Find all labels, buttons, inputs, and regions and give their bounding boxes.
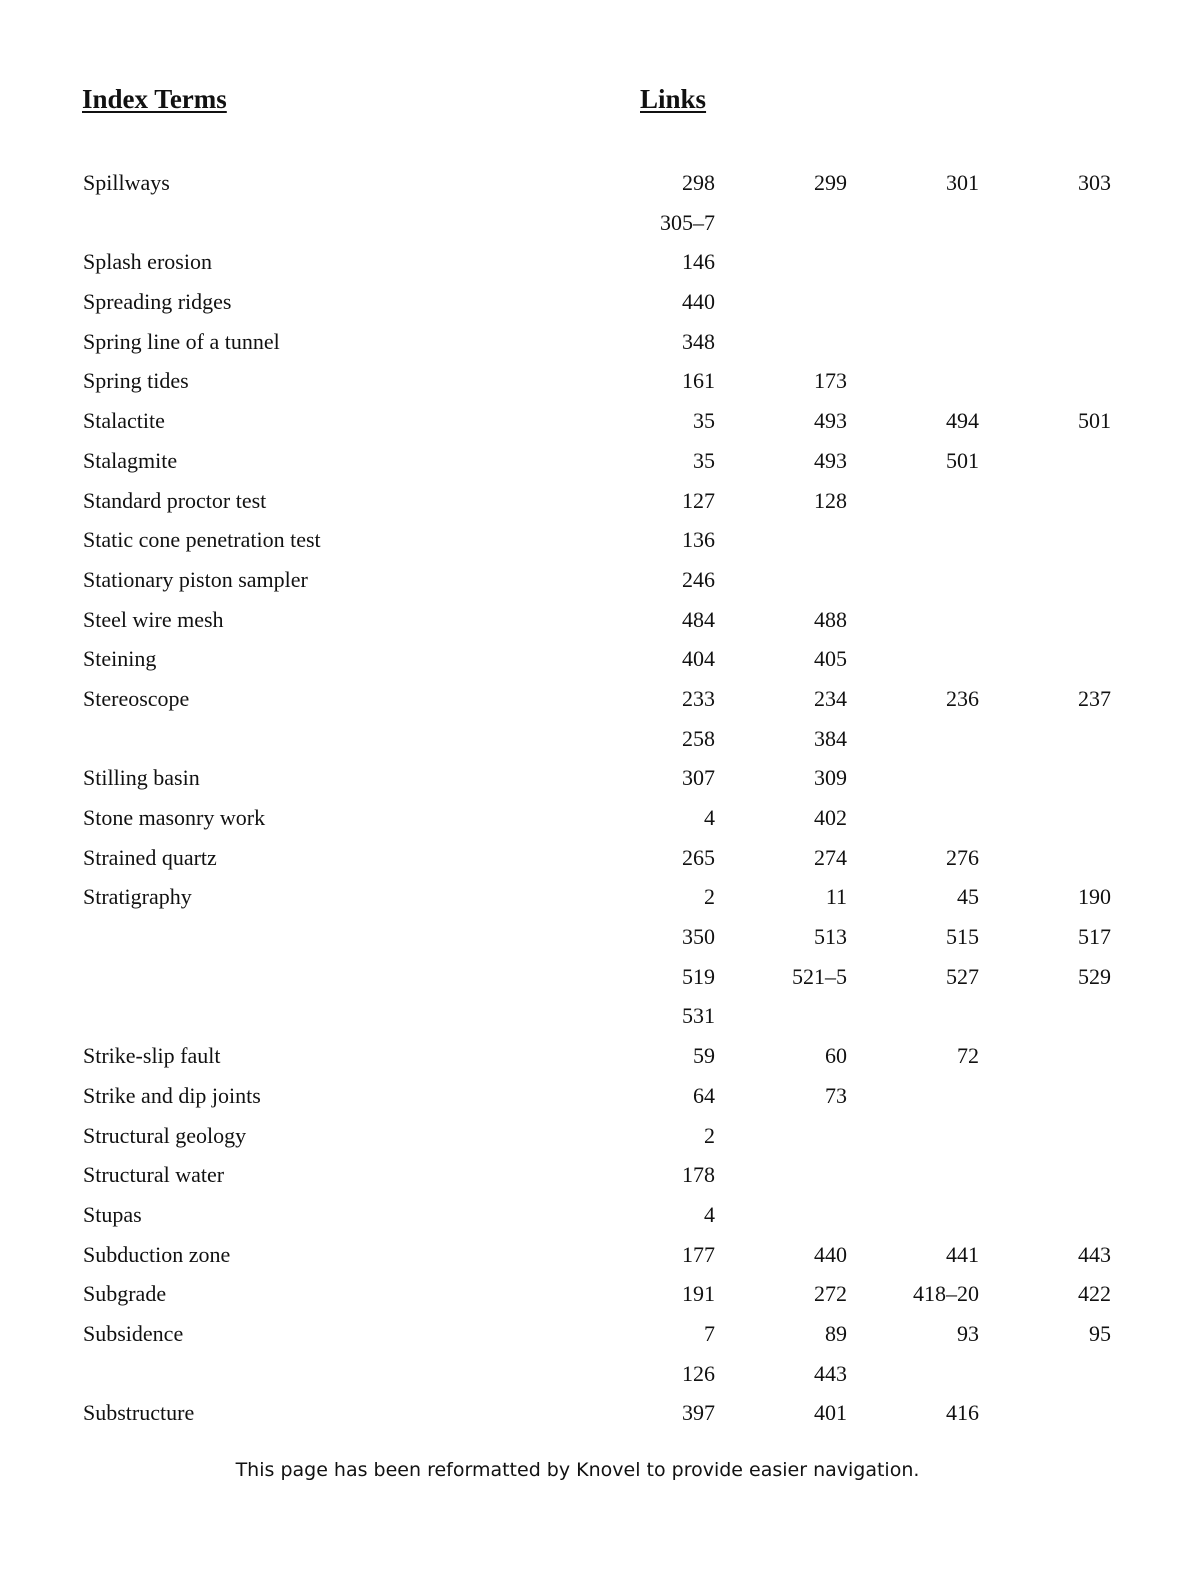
index-header: [0, 84, 1200, 120]
page-link[interactable]: 301: [946, 170, 979, 195]
index-entry-row: [0, 562, 1200, 602]
page-link[interactable]: 513: [814, 924, 847, 950]
page-link[interactable]: 527: [946, 963, 979, 989]
page-link[interactable]: 274: [814, 844, 847, 870]
page-link[interactable]: 501: [1078, 408, 1111, 434]
page-link[interactable]: 4: [704, 1201, 715, 1227]
index-entry-row: [0, 840, 1200, 880]
index-term: Spillways: [83, 170, 170, 195]
page-link[interactable]: 236: [946, 685, 979, 711]
index-term: Steining: [83, 646, 157, 672]
index-entry-row: [0, 998, 1200, 1038]
index-entry-row: [0, 205, 1200, 245]
page-link[interactable]: 519: [682, 963, 715, 989]
page-link[interactable]: 488: [814, 606, 847, 632]
page-link[interactable]: 440: [814, 1241, 847, 1267]
page-link[interactable]: 299: [814, 170, 847, 195]
index-term: Stilling basin: [83, 765, 200, 791]
index-entry-row: [0, 760, 1200, 800]
index-term: Subgrade: [83, 1281, 167, 1307]
index-term: Strike and dip joints: [83, 1082, 261, 1108]
index-entry-row: [0, 1118, 1200, 1158]
index-entry-row: [0, 324, 1200, 364]
page-link[interactable]: 178: [682, 1162, 715, 1188]
page-link[interactable]: 422: [1078, 1281, 1111, 1307]
index-term: Subsidence: [83, 1320, 184, 1346]
index-term: Substructure: [83, 1400, 195, 1426]
index-entry-row: [0, 522, 1200, 562]
index-term: Stalactite: [83, 408, 165, 434]
index-entry-row: [0, 1316, 1200, 1356]
page-link[interactable]: 233: [682, 685, 715, 711]
page-link[interactable]: 348: [682, 328, 715, 354]
page-link[interactable]: 59: [693, 1043, 715, 1069]
page-link[interactable]: 93: [957, 1320, 979, 1346]
page-link[interactable]: 517: [1078, 924, 1111, 950]
page-link[interactable]: 416: [946, 1400, 979, 1426]
page-link[interactable]: 265: [682, 844, 715, 870]
index-entry-row: [0, 244, 1200, 284]
index-entry-row: [0, 641, 1200, 681]
index-term: Spring tides: [83, 368, 189, 394]
index-entry-row: [0, 284, 1200, 324]
page-link[interactable]: 128: [814, 487, 847, 513]
page-link[interactable]: 493: [814, 447, 847, 473]
footer-note: This page has been reformatted by Knovel to provide easier navigation.: [235, 1459, 920, 1481]
page-link[interactable]: 190: [1078, 884, 1111, 910]
page-link[interactable]: 307: [682, 765, 715, 791]
page-link[interactable]: 405: [814, 646, 847, 672]
index-term: Subduction zone: [83, 1241, 231, 1267]
page-link[interactable]: 305–7: [660, 209, 715, 235]
index-entry-row: [0, 721, 1200, 761]
index-term: Stationary piston sampler: [83, 566, 308, 592]
page-link[interactable]: 303: [1078, 170, 1111, 195]
index-entry-row: [0, 1078, 1200, 1118]
page-link[interactable]: 402: [814, 805, 847, 830]
index-entry-row: [0, 1276, 1200, 1316]
page-link[interactable]: 35: [693, 408, 715, 434]
index-term: Spring line of a tunnel: [83, 328, 280, 354]
index-entry-row: [0, 1237, 1200, 1277]
page-link[interactable]: 418–20: [913, 1281, 979, 1307]
index-entries-list: [0, 165, 1200, 1435]
page-link[interactable]: 443: [1078, 1241, 1111, 1267]
page-link[interactable]: 161: [682, 368, 715, 394]
links-heading: Links: [640, 84, 707, 114]
index-entry-row: [0, 1157, 1200, 1197]
page-link[interactable]: 191: [682, 1281, 715, 1307]
index-entry-row: [0, 879, 1200, 919]
index-entry-row: [0, 1356, 1200, 1396]
page-link[interactable]: 7: [704, 1320, 715, 1346]
page-link[interactable]: 258: [682, 725, 715, 751]
page-link[interactable]: 309: [814, 765, 847, 791]
page-link[interactable]: 441: [946, 1241, 979, 1267]
page-link[interactable]: 246: [682, 566, 715, 592]
page-link[interactable]: 35: [693, 447, 715, 473]
page-link[interactable]: 45: [957, 884, 979, 910]
page-link[interactable]: 2: [704, 884, 715, 910]
index-term: Spreading ridges: [83, 289, 232, 315]
index-term: Stalagmite: [83, 447, 178, 473]
index-term: Stone masonry work: [83, 805, 266, 830]
page-link[interactable]: 531: [682, 1003, 715, 1029]
index-entry-row: [0, 443, 1200, 483]
page-link[interactable]: 484: [682, 606, 715, 632]
page-link[interactable]: 515: [946, 924, 979, 950]
index-term: Static cone penetration test: [83, 527, 321, 553]
index-entry-row: [0, 1197, 1200, 1237]
index-entry-row: [0, 363, 1200, 403]
page-link[interactable]: 276: [946, 844, 979, 870]
index-term: Structural water: [83, 1162, 225, 1188]
index-term: Strike-slip fault: [83, 1043, 221, 1069]
page-link[interactable]: 404: [682, 646, 715, 672]
page-link[interactable]: 493: [814, 408, 847, 434]
index-entry-row: [0, 165, 1200, 205]
index-entry-row: [0, 959, 1200, 999]
page-link[interactable]: 397: [682, 1400, 715, 1426]
page-link[interactable]: 136: [682, 527, 715, 553]
page-link[interactable]: 2: [704, 1122, 715, 1148]
page-link[interactable]: 501: [946, 447, 979, 473]
page-link[interactable]: 126: [682, 1360, 715, 1386]
page-link[interactable]: 73: [825, 1082, 847, 1108]
page-link[interactable]: 237: [1078, 685, 1111, 711]
page-link[interactable]: 11: [825, 884, 847, 910]
index-term: Stereoscope: [83, 685, 190, 711]
index-term: Stupas: [83, 1201, 142, 1227]
page-link[interactable]: 384: [814, 725, 847, 751]
page-link[interactable]: 89: [825, 1320, 847, 1346]
page-link[interactable]: 173: [814, 368, 847, 394]
index-entry-row: [0, 800, 1200, 840]
page-link[interactable]: 60: [825, 1043, 847, 1069]
page-link[interactable]: 443: [814, 1360, 847, 1386]
index-term: Stratigraphy: [83, 884, 192, 910]
index-entry-row: [0, 1395, 1200, 1435]
index-entry-row: [0, 681, 1200, 721]
page-link[interactable]: 4: [704, 805, 715, 830]
index-entry-row: [0, 919, 1200, 959]
index-entry-row: [0, 1038, 1200, 1078]
index-entry-row: [0, 483, 1200, 523]
page-link[interactable]: 95: [1089, 1320, 1111, 1346]
page-link[interactable]: 72: [957, 1043, 979, 1069]
index-entry-row: [0, 602, 1200, 642]
index-term: Splash erosion: [83, 249, 212, 275]
index-term: Structural geology: [83, 1122, 247, 1148]
page-link[interactable]: 177: [682, 1241, 715, 1267]
page-link[interactable]: 127: [682, 487, 715, 513]
page-link[interactable]: 234: [814, 685, 847, 711]
page-link[interactable]: 272: [814, 1281, 847, 1307]
page-link[interactable]: 440: [682, 289, 715, 315]
page-link[interactable]: 64: [693, 1082, 715, 1108]
page-link[interactable]: 401: [814, 1400, 847, 1426]
index-term: Standard proctor test: [83, 487, 267, 513]
page-link[interactable]: 529: [1078, 963, 1111, 989]
index-entry-row: [0, 403, 1200, 443]
page-link[interactable]: 146: [682, 249, 715, 275]
index-term: Strained quartz: [83, 844, 217, 870]
page-link[interactable]: 350: [682, 924, 715, 950]
index-terms-heading: Index Terms: [82, 84, 227, 114]
page-link[interactable]: 494: [946, 408, 979, 434]
page-link[interactable]: 298: [682, 170, 715, 195]
index-term: Steel wire mesh: [83, 606, 224, 632]
page-link[interactable]: 521–5: [792, 963, 847, 989]
